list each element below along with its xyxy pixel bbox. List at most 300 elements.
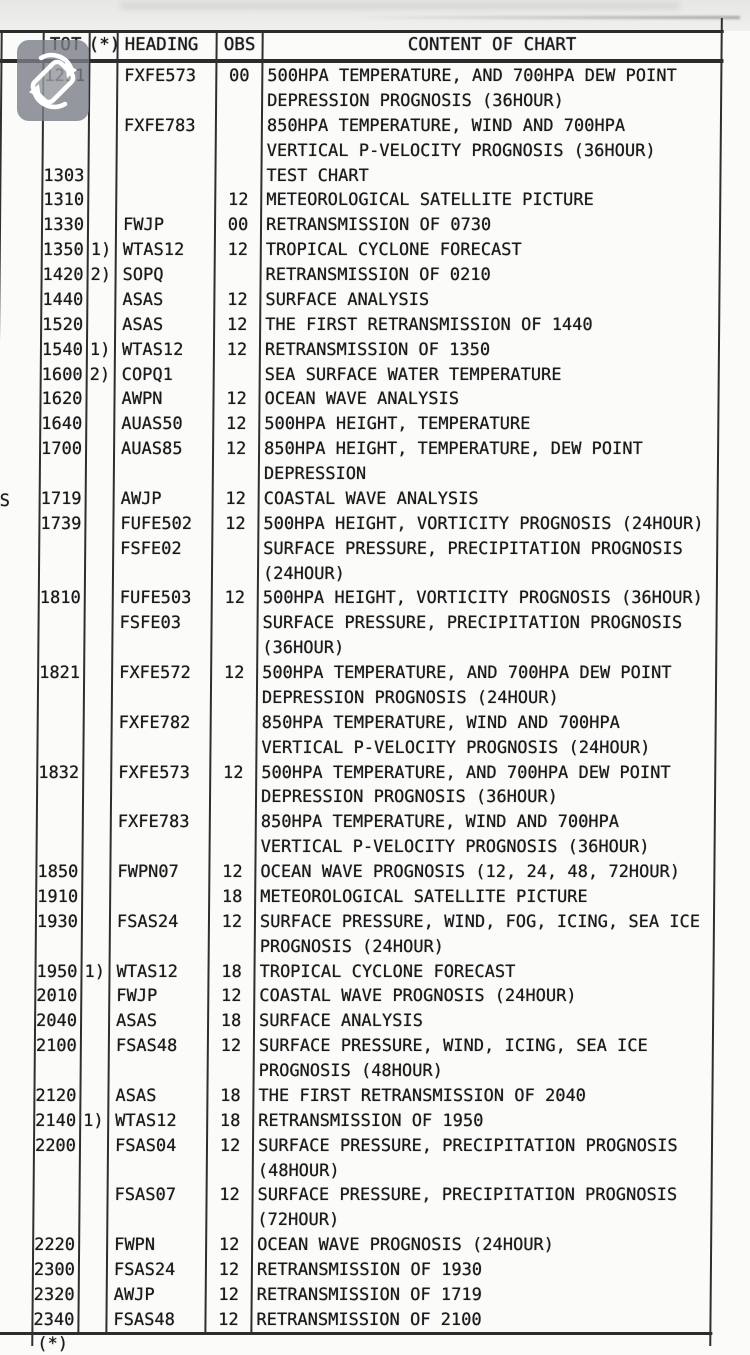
asterisk-cell — [85, 412, 114, 437]
obs-cell — [206, 1208, 252, 1233]
heading-cell: FWPN — [114, 1235, 156, 1256]
table-row-line — [0, 64, 721, 89]
heading-cell — [110, 885, 209, 910]
content-cell: SURFACE PRESSURE, PRECIPITATION PROGNOSIS — [257, 1135, 678, 1156]
content-cell: RETRANSMISSION OF 1950 — [258, 1110, 484, 1131]
table-row-line — [0, 1258, 711, 1283]
asterisk-cell: 2) — [89, 364, 111, 385]
content-cell: SURFACE PRESSURE, WIND, ICING, SEA ICE — [258, 1036, 648, 1057]
content-cell: METEOROLOGICAL SATELLITE PICTURE — [260, 886, 588, 907]
obs-cell — [209, 835, 255, 860]
asterisk-cell — [88, 139, 117, 164]
obs-cell: 12 — [227, 240, 249, 261]
left-gutter-cell — [0, 512, 39, 537]
obs-cell — [214, 363, 260, 388]
tot-cell — [38, 537, 84, 562]
tot-cell: 1832 — [38, 762, 80, 783]
heading-cell: AUAS85 — [120, 439, 183, 460]
asterisk-cell — [86, 288, 115, 313]
content-cell: 850HPA TEMPERATURE, WIND AND 700HPA — [260, 812, 620, 833]
tot-cell — [37, 711, 83, 736]
content-cell: (36HOUR) — [262, 638, 345, 659]
heading-header: HEADING — [124, 35, 199, 55]
content-cell: 850HPA TEMPERATURE, WIND AND 700HPA — [266, 115, 626, 136]
left-gutter-cell — [0, 1159, 33, 1184]
content-header: CONTENT OF CHART — [407, 35, 577, 55]
content-cell: 500HPA TEMPERATURE, AND 700HPA DEW POINT — [262, 663, 672, 683]
heading-cell: AUAS50 — [121, 414, 183, 435]
table-row-line — [0, 1159, 712, 1184]
content-cell: SURFACE PRESSURE, PRECIPITATION PROGNOSIS — [263, 538, 683, 559]
cutoff-letter-fragment: S — [0, 491, 10, 511]
asterisk-cell — [82, 736, 111, 761]
table-row-line — [0, 487, 718, 512]
asterisk-cell — [84, 586, 113, 611]
left-gutter-cell — [0, 1134, 33, 1159]
content-cell: DEPRESSION — [263, 464, 367, 484]
asterisk-cell — [83, 686, 112, 711]
table-row-line — [0, 1034, 713, 1059]
content-cell: RETRANSMISSION OF 1350 — [264, 339, 491, 360]
heading-cell — [107, 1208, 206, 1233]
table-row-line — [0, 537, 717, 562]
table-row-line — [0, 761, 715, 786]
content-cell: PROGNOSIS (24HOUR) — [259, 936, 445, 957]
heading-cell: FSFE02 — [120, 538, 182, 559]
obs-cell — [214, 263, 260, 288]
table-row-line — [0, 313, 719, 338]
heading-cell: FXFE783 — [117, 812, 190, 833]
asterisk-cell — [78, 1283, 107, 1308]
asterisk-cell: 1) — [83, 1110, 104, 1131]
heading-cell: FSAS24 — [116, 911, 179, 932]
table-row-line — [0, 1109, 712, 1134]
tot-cell: 1350 — [42, 240, 84, 261]
tot-cell: 2340 — [33, 1309, 75, 1330]
left-gutter-cell — [0, 611, 38, 636]
tot-cell — [42, 139, 88, 164]
obs-cell: 12 — [220, 986, 242, 1007]
asterisk-cell — [79, 1159, 108, 1184]
content-cell: DEPRESSION PROGNOSIS (36HOUR) — [260, 787, 558, 808]
table-row-line — [0, 885, 714, 910]
obs-cell: 12 — [226, 389, 247, 410]
obs-cell — [216, 89, 262, 114]
content-cell: OCEAN WAVE PROGNOSIS (24HOUR) — [257, 1235, 555, 1256]
tot-cell — [34, 1059, 80, 1084]
obs-cell — [211, 636, 257, 661]
content-cell: 500HPA TEMPERATURE, AND 700HPA DEW POINT — [261, 762, 671, 783]
table-row-line — [0, 860, 714, 885]
obs-cell: 00 — [228, 66, 250, 86]
asterisk-cell — [81, 885, 110, 910]
content-cell: THE FIRST RETRANSMISSION OF 2040 — [258, 1085, 587, 1106]
table-row-line — [0, 213, 720, 238]
tot-cell — [36, 785, 82, 810]
tot-cell: 1520 — [42, 314, 84, 335]
content-cell: 850HPA TEMPERATURE, WIND AND 700HPA — [261, 712, 621, 733]
asterisk-cell — [82, 761, 111, 786]
content-cell: DEPRESSION PROGNOSIS (24HOUR) — [261, 687, 559, 708]
table-row-line — [0, 611, 717, 636]
left-gutter-cell — [0, 288, 40, 313]
content-cell: RETRANSMISSION OF 0210 — [265, 265, 491, 285]
heading-cell — [114, 462, 213, 487]
heading-cell: SOPQ — [122, 265, 164, 285]
tot-cell: 1330 — [42, 215, 85, 236]
left-gutter-cell — [0, 661, 37, 686]
tot-cell: 1600 — [41, 364, 83, 385]
heading-cell: FXFE783 — [123, 115, 196, 136]
heading-cell: FSFE03 — [119, 613, 182, 634]
table-row-line — [0, 686, 716, 711]
heading-cell — [110, 835, 209, 860]
tot-cell: 1440 — [42, 289, 84, 310]
heading-cell — [111, 785, 210, 810]
header-separator-line — [0, 59, 723, 63]
content-cell: COASTAL WAVE ANALYSIS — [263, 488, 479, 509]
rotate-screen-icon[interactable] — [17, 40, 89, 121]
asterisk-cell — [84, 537, 113, 562]
left-gutter-cell — [0, 736, 37, 761]
tot-cell: 2220 — [34, 1235, 76, 1256]
table-row-line — [0, 387, 719, 412]
asterisk-cell — [78, 1183, 107, 1208]
tot-cell — [39, 462, 85, 487]
table-row-line — [0, 636, 716, 661]
obs-cell: 12 — [226, 339, 248, 360]
tot-cell: 1910 — [37, 886, 79, 907]
heading-cell: FSAS48 — [113, 1309, 175, 1330]
table-row-line — [0, 263, 720, 288]
left-gutter-cell — [0, 835, 36, 860]
asterisk-cell — [86, 313, 115, 338]
obs-cell — [208, 1059, 254, 1084]
obs-cell: 18 — [219, 1110, 241, 1131]
heading-cell: FSAS07 — [114, 1185, 177, 1206]
table-row-line — [0, 188, 720, 213]
tot-cell — [32, 1183, 78, 1208]
asterisk-cell — [79, 1084, 108, 1109]
heading-cell — [109, 1059, 208, 1084]
tot-cell — [36, 736, 82, 761]
obs-cell: 12 — [218, 1260, 240, 1280]
asterisk-cell — [85, 437, 114, 462]
obs-cell — [216, 139, 262, 164]
tot-cell: 1420 — [42, 265, 84, 285]
obs-cell: 12 — [221, 911, 243, 932]
table-row-line — [0, 785, 715, 810]
content-cell: SURFACE PRESSURE, PRECIPITATION PROGNOSIS — [262, 613, 683, 634]
asterisk-cell — [85, 487, 114, 512]
left-gutter-cell — [0, 387, 40, 412]
content-cell: 500HPA HEIGHT, VORTICITY PROGNOSIS (36HOUR) — [262, 588, 703, 609]
table-row-line — [0, 810, 715, 835]
asterisk-cell — [88, 89, 117, 114]
heading-cell: WTAS12 — [122, 240, 185, 261]
obs-cell — [210, 785, 256, 810]
heading-cell: COPQ1 — [121, 364, 174, 385]
asterisk-cell — [87, 164, 116, 189]
left-gutter-cell — [0, 263, 41, 288]
heading-cell: ASAS — [115, 1085, 157, 1106]
table-row-line — [0, 586, 717, 611]
tot-cell — [37, 611, 83, 636]
obs-cell — [213, 462, 259, 487]
heading-cell: FWJP — [122, 215, 165, 236]
tot-cell: 1930 — [36, 911, 78, 932]
left-gutter-cell — [0, 188, 41, 213]
tot-cell: 2100 — [35, 1036, 77, 1057]
heading-cell — [110, 935, 209, 960]
left-gutter-cell — [0, 1084, 34, 1109]
heading-cell — [111, 736, 210, 761]
left-gutter-cell — [0, 313, 40, 338]
heading-cell: FXFE782 — [118, 712, 191, 733]
heading-cell: FXFE572 — [119, 663, 191, 683]
heading-cell: WTAS12 — [116, 961, 179, 982]
asterisk-cell: 2) — [90, 265, 112, 285]
left-gutter-cell — [0, 885, 35, 910]
tot-cell: 2040 — [36, 1011, 78, 1032]
obs-cell: 12 — [219, 1185, 240, 1206]
content-cell: RETRANSMISSION OF 2100 — [256, 1309, 482, 1330]
asterisk-cell — [83, 636, 112, 661]
heading-cell — [108, 1159, 207, 1184]
obs-cell — [212, 562, 258, 587]
asterisk-cell — [82, 785, 111, 810]
table-row-line — [0, 363, 719, 388]
tot-cell — [36, 810, 82, 835]
obs-cell: 12 — [225, 513, 246, 534]
left-gutter-cell — [0, 636, 37, 661]
content-cell: TEST CHART — [266, 165, 369, 186]
content-cell: 850HPA HEIGHT, TEMPERATURE, DEW POINT — [263, 439, 643, 460]
obs-cell — [215, 164, 261, 189]
left-gutter-cell — [0, 785, 36, 810]
tot-cell: 1821 — [39, 663, 81, 683]
left-gutter-cell — [0, 761, 36, 786]
table-row-line — [0, 1059, 713, 1084]
asterisk-cell — [85, 387, 114, 412]
obs-cell — [211, 611, 257, 636]
heading-cell — [112, 686, 211, 711]
heading-cell: FUFE502 — [120, 513, 193, 534]
heading-cell: FWJP — [116, 986, 158, 1007]
table-row-line — [0, 1183, 712, 1208]
asterisk-cell — [80, 984, 109, 1009]
obs-cell: 12 — [218, 1284, 240, 1305]
tot-cell: 1310 — [43, 190, 85, 211]
tot-cell: 2200 — [34, 1135, 77, 1156]
obs-cell: 12 — [222, 862, 243, 882]
content-cell: PROGNOSIS (48HOUR) — [258, 1061, 443, 1081]
asterisk-cell: 1) — [84, 961, 106, 982]
left-gutter-cell — [0, 1208, 32, 1233]
heading-cell: ASAS — [122, 314, 164, 335]
tot-cell: 1620 — [41, 389, 83, 410]
obs-cell: 12 — [226, 314, 248, 335]
left-gutter-cell — [0, 960, 35, 985]
asterisk-cell — [85, 462, 114, 487]
heading-cell: ASAS — [122, 289, 164, 310]
heading-cell: WTAS12 — [121, 339, 184, 360]
heading-cell: FSAS24 — [113, 1260, 176, 1280]
left-gutter-cell — [0, 213, 41, 238]
left-gutter-cell — [0, 437, 39, 462]
table-row-line — [0, 910, 714, 935]
left-gutter-cell — [0, 537, 38, 562]
asterisk-cell: 1) — [90, 240, 112, 261]
left-gutter-cell — [0, 1233, 32, 1258]
obs-cell: 12 — [222, 762, 244, 783]
left-gutter-cell — [0, 935, 35, 960]
left-gutter-cell — [0, 338, 40, 363]
content-cell: METEOROLOGICAL SATELLITE PICTURE — [266, 190, 594, 211]
table-header-row — [0, 32, 722, 59]
obs-cell — [212, 537, 258, 562]
left-gutter-cell — [0, 1283, 32, 1308]
table-row-line — [0, 1009, 713, 1034]
tot-cell: 1850 — [37, 862, 79, 882]
table-row-line — [0, 238, 720, 263]
table-row-line — [0, 412, 718, 437]
obs-cell: 12 — [227, 190, 249, 211]
table-row-line — [0, 512, 718, 537]
obs-cell: 12 — [224, 588, 246, 609]
asterisk-cell — [84, 562, 113, 587]
content-cell: DEPRESSION PROGNOSIS (36HOUR) — [267, 90, 565, 111]
left-gutter-cell — [0, 686, 37, 711]
table-row-line — [0, 960, 714, 985]
obs-cell: 12 — [225, 488, 246, 509]
obs-cell — [216, 114, 262, 139]
asterisk-cell — [88, 64, 117, 89]
obs-cell: 18 — [221, 961, 242, 982]
obs-header: OBS — [223, 35, 256, 55]
table-row-line — [0, 164, 721, 189]
obs-cell: 12 — [225, 414, 247, 435]
table-row-line — [0, 661, 716, 686]
content-cell: SEA SURFACE WATER TEMPERATURE — [264, 364, 562, 385]
table-row-line — [0, 114, 721, 139]
obs-cell: 12 — [227, 289, 248, 310]
heading-cell: FWPN07 — [117, 862, 179, 882]
left-gutter-cell — [0, 1258, 32, 1283]
obs-cell: 12 — [225, 439, 247, 460]
obs-cell: 12 — [219, 1135, 241, 1156]
heading-cell — [112, 636, 211, 661]
heading-cell: AWJP — [113, 1284, 155, 1305]
table-row-line — [0, 139, 721, 164]
obs-cell — [209, 935, 255, 960]
obs-cell: 12 — [218, 1235, 240, 1256]
tot-cell: 2140 — [35, 1110, 77, 1131]
table-row-line — [0, 462, 718, 487]
content-cell: SURFACE PRESSURE, PRECIPITATION PROGNOSIS — [257, 1185, 678, 1206]
asterisk-cell — [80, 1059, 109, 1084]
tot-cell — [33, 1159, 79, 1184]
obs-cell — [211, 686, 257, 711]
asterisk-cell — [79, 1134, 108, 1159]
asterisk-cell — [81, 835, 110, 860]
obs-cell: 12 — [223, 663, 245, 683]
left-gutter-cell — [0, 139, 42, 164]
asterisk-cell — [78, 1258, 107, 1283]
tot-cell — [38, 562, 84, 587]
table-row-line — [0, 835, 715, 860]
asterisk-cell — [82, 810, 111, 835]
left-gutter-cell — [0, 984, 34, 1009]
tot-cell — [37, 686, 83, 711]
left-gutter-cell — [0, 363, 40, 388]
table-body — [0, 64, 721, 1333]
left-gutter-cell — [0, 1009, 34, 1034]
asterisk-cell — [83, 661, 112, 686]
table-row-line — [0, 1084, 713, 1109]
asterisk-cell — [87, 188, 116, 213]
heading-cell — [116, 188, 215, 213]
left-gutter-cell — [0, 462, 39, 487]
table-row-line — [0, 562, 717, 587]
left-gutter-cell — [0, 1059, 34, 1084]
table-row-line — [0, 338, 719, 363]
tot-cell — [32, 1208, 78, 1233]
content-cell: RETRANSMISSION OF 0730 — [265, 215, 492, 236]
heading-cell: FSAS04 — [114, 1135, 177, 1156]
content-cell: 500HPA HEIGHT, VORTICITY PROGNOSIS (24HOUR) — [263, 513, 704, 534]
left-gutter-cell — [0, 910, 35, 935]
obs-cell: 12 — [220, 1036, 242, 1057]
content-cell: (72HOUR) — [257, 1210, 340, 1231]
asterisk-cell — [83, 711, 112, 736]
tot-cell: 1719 — [40, 488, 82, 509]
table-row-line — [0, 288, 719, 313]
tot-cell: 2120 — [35, 1085, 77, 1106]
table-row-line — [0, 736, 716, 761]
asterisk-cell — [77, 1308, 106, 1333]
obs-cell — [211, 711, 257, 736]
heading-cell — [116, 164, 215, 189]
left-gutter-cell — [0, 1109, 33, 1134]
tot-cell: 1700 — [40, 439, 83, 460]
tot-cell: 1303 — [43, 165, 85, 186]
tot-cell — [37, 636, 83, 661]
tot-cell: 1640 — [41, 414, 83, 435]
heading-cell: FXFE573 — [118, 762, 191, 783]
obs-cell: 12 — [218, 1309, 239, 1330]
heading-cell: AWPN — [121, 389, 163, 410]
tot-cell: 2010 — [36, 986, 78, 1007]
left-gutter-cell — [0, 860, 35, 885]
table-row-line — [0, 984, 713, 1009]
heading-cell: FUFE503 — [119, 588, 192, 609]
heading-cell — [117, 139, 216, 164]
tot-cell: 1540 — [41, 339, 83, 360]
table-row-line — [0, 437, 718, 462]
left-gutter-cell — [0, 711, 37, 736]
heading-cell: WTAS12 — [115, 1110, 177, 1131]
obs-cell — [210, 810, 256, 835]
content-cell: SURFACE PRESSURE, WIND, FOG, ICING, SEA ICE — [259, 911, 701, 932]
left-gutter-cell — [0, 1183, 33, 1208]
footnote-marker: (*) — [37, 1334, 69, 1354]
obs-cell: 18 — [220, 1011, 242, 1032]
asterisk-cell: 1) — [89, 339, 111, 360]
left-gutter-cell — [0, 164, 42, 189]
content-cell: SURFACE ANALYSIS — [265, 289, 430, 310]
left-gutter-cell — [0, 1034, 34, 1059]
